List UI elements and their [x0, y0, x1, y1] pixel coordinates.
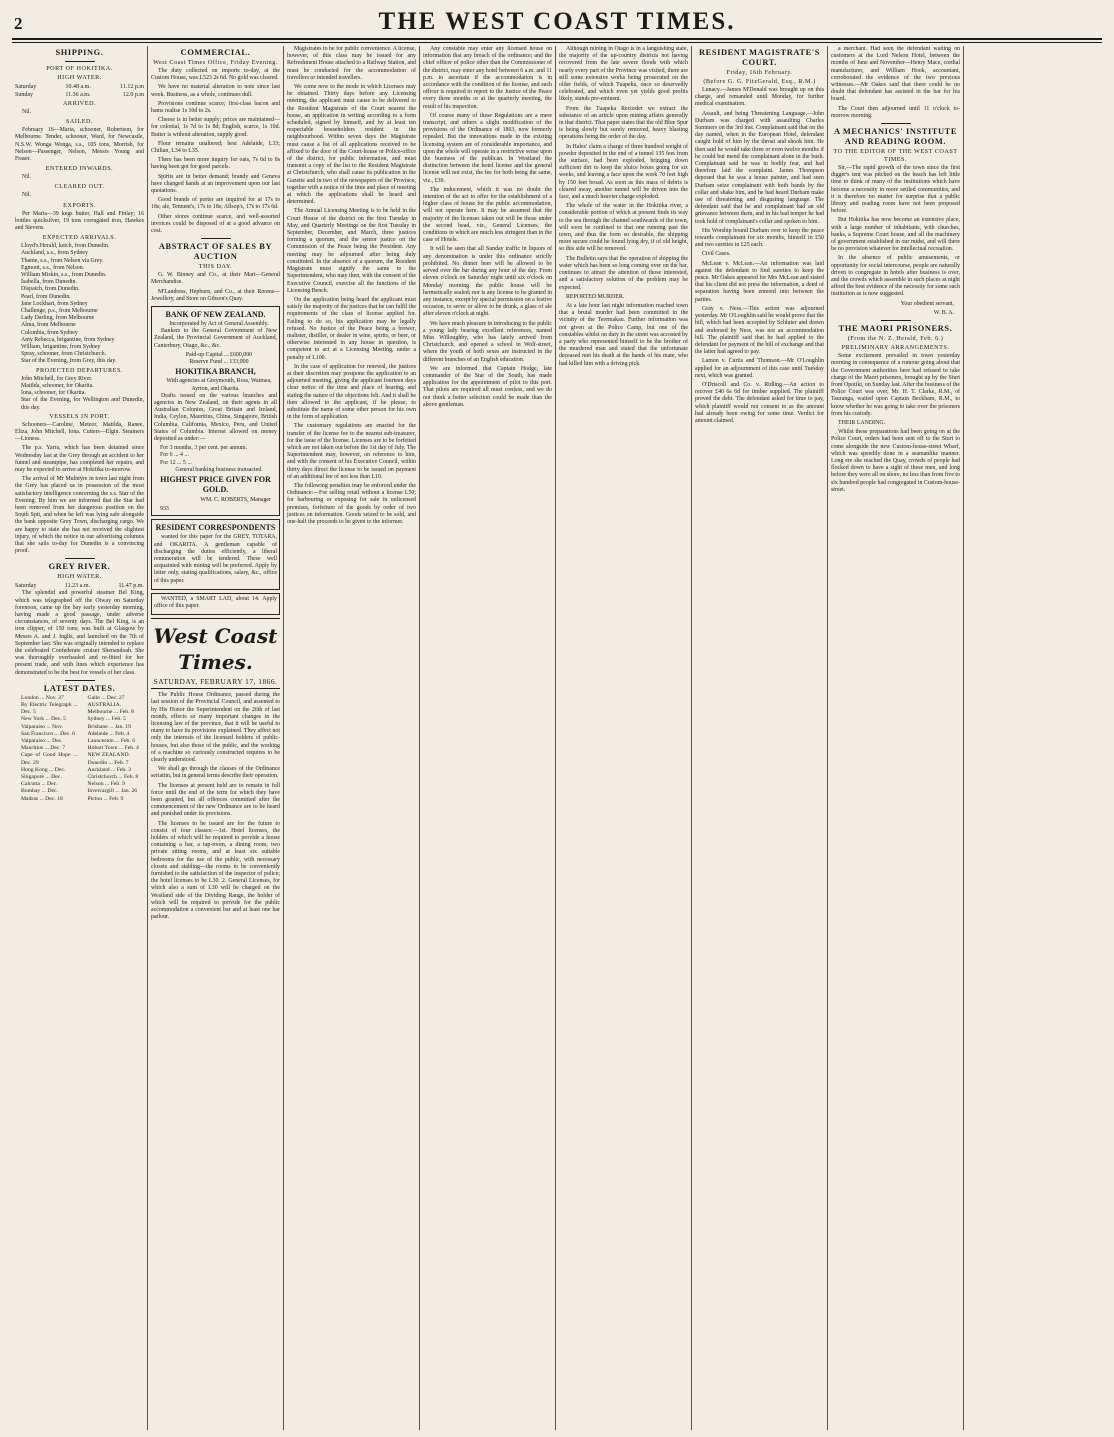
- date-entry: Mauritius ... Dec. 7: [21, 745, 66, 752]
- maori-paragraph: Whilst these preparations had been going on at the Police Court, orders had been sent off to the Sturt to come alongside the new Custom-house-street Wharf, which was speedily done in a seamanlike manner. Long ere she reached the Quay, crowds of people had flocked down to have a sight of these men, and long before they were all on shore, no less than from five to six hundred people had congregated in Custom-house-street.: [831, 429, 960, 493]
- news-paragraph: Although mining in Otago is in a languishing state, the majority of the up-country districts not having recovered from the late severe floods with which nearly every part of the Province was visited, there are still some extensive works being prosecuted on the older fields, of which Tuapeka, once so deservedly celebrated, and which even yet yields good profits likely, stands pre-eminent.: [559, 46, 688, 103]
- cleared-text: Nil.: [22, 192, 31, 199]
- editorial-paragraph: On the application being heard the applicant must satisfy the majority of the justices that he can fulfil the requirements of the class of license applied for. Failing to do so, his application may be legally refused. No Justice of the Peace being a brewer, maltster, distiller, or dealer in wine, spirits, or beer, or otherwise interested in any house in question, is competent to act at a Licensing Meeting, under a penalty of L100.: [287, 296, 416, 361]
- entered-text: Nil.: [22, 174, 31, 181]
- commercial-paragraph: Good brands of porter are inquired for at 17s to 18s; ale, Tennent's, 17s to 18s; Allsop's, 17s to 17s 6d.: [151, 197, 280, 211]
- bank-advertisement: [151, 306, 280, 516]
- bank-gold: HIGHEST PRICE GIVEN FOR GOLD.: [160, 474, 271, 494]
- bank-general: General banking business transacted.: [175, 466, 263, 473]
- date-entry: New York ... Dec. 5: [21, 716, 67, 723]
- auction-heading: ABSTRACT OF SALES BY AUCTION: [158, 242, 273, 262]
- commercial-body: [151, 68, 280, 235]
- court-paragraph: Assault, and being Threatening Language.—John Durham was charged with assaulting Charles Summers on the 3rd inst. Complainant said that on the day named, when in the European Hotel, defendant caught hold of him by the throat and shook him. He then said he would take three or even twelve months if he could but mend the complainant alone in the bush. Complainant said he was in bodily fear, and had therefore laid the complaint. James Thompson deposed that he was a house painter, and had seen Durham seize complainant with both hands by the collar and shake him, and he had heard Durham make use of threatening and disgusting language. The defendant said that he and complainant had an old grievance between them, and in his bad temper he had took hold of complainant's collar and spoken to him.: [695, 110, 824, 225]
- latest-dates-heading: LATEST DATES.: [43, 683, 116, 693]
- arrived-text: Nil.: [22, 109, 31, 115]
- cleared-label: CLEARED OUT.: [54, 183, 105, 191]
- column-commercial: [148, 46, 284, 1430]
- editorial-paragraph: In the case of application for renewal, the justices at their discretion may postpone the application to an adjourned meeting, giving the applicant fourteen days clear notice of the time and place of hearing, and stating the nature of the objections felt. And it shall be then allowed to the applicant, if he please, to substitute the name of some other person for his own in the form of application.: [287, 363, 416, 421]
- court-paragraph: a merchant. Had seen the defendant waiting on customers at the Lord Nelson Hotel, between the months of June and November—Henry Mace, cordial manufacturer, and William Hook, accountant, corroborated the evidence of the two previous witnesses.—Mr Oakes said that there could be no doubt that defendant has assisted in the bar for his board.: [831, 46, 960, 103]
- projected-departures-list: [15, 376, 144, 412]
- commercial-heading: COMMERCIAL.: [180, 48, 251, 57]
- date-entry: AUSTRALIA.: [87, 702, 122, 708]
- date-entry: Launceston ... Feb. 6: [87, 738, 136, 745]
- bank-title: BANK OF NEW ZEALAND.: [165, 310, 266, 320]
- paper-title: THE WEST COAST TIMES.: [378, 8, 736, 35]
- commercial-paragraph: Other stores continue scarce, and well-assorted invoices could be disposed of at a good advance on cost.: [151, 213, 280, 235]
- divider: [201, 238, 231, 239]
- projected-departure-item: John Mitchell, for Grey River.: [21, 375, 93, 382]
- editorial-paragraph: The following penalties may be enforced under the Ordinance:—For selling retail without a license L50; for harbouring or exposing for sale in unlicensed premises, forfeiture of the goods by order of two justices on information. Goods seized to be sold, and one-half the proceeds to be given to the informer.: [287, 482, 416, 525]
- commercial-paragraph: There has been more inquiry for oats, 7s 6d to 8s having been got for good parcels.: [151, 157, 280, 171]
- date-entry: NEW ZEALAND.: [87, 752, 131, 759]
- date-entry: Dunedin ... Feb. 7: [87, 759, 129, 766]
- divider: [881, 123, 911, 124]
- maori-heading: THE MAORI PRISONERS.: [838, 324, 953, 334]
- expected-arrival-item: Amy Rebecca, brigantine, from Sydney: [21, 336, 115, 343]
- column-court: [692, 46, 828, 1430]
- date-entry: London ... Nov. 27: [21, 694, 64, 701]
- masthead: [0, 0, 1114, 38]
- date-entry: Calcutta ... Dec.: [21, 781, 58, 788]
- expected-arrival-item: Egmont, s.s., from Nelson.: [21, 264, 85, 271]
- letter-signer: W. B. A.: [933, 309, 954, 316]
- shipping-heading: SHIPPING.: [55, 48, 104, 57]
- sailed-label: SAILED.: [65, 118, 94, 126]
- court-paragraph: Lunacy.—James M'Donald was brought up on this charge, and remanded until Monday, for further medical examination.: [695, 87, 824, 108]
- expected-arrival-item: Jane Lockhart, from Sydney: [21, 300, 88, 307]
- bank-reserve: Reserve Fund ... 133,000: [189, 359, 249, 366]
- lad-advertisement: [151, 593, 280, 615]
- news-paragraph: The inducement, which it was no doubt the intention of the act to offer for the establishment of a higher class of house for the public accommodation, will not operate here. It may be assumed that the majority of the licenses taken out will be those under the second head, viz., General Licenses, the conditions in which are much less stringent than in the case of Hotels.: [423, 186, 552, 244]
- news-paragraph: REPORTED MURDER.: [566, 293, 625, 300]
- expected-arrival-item: Dispatch, from Dunedin.: [21, 286, 80, 293]
- date-entry: Valparaiso ... Dec.: [21, 738, 63, 745]
- expected-arrival-item: Thame, s.s., from Nelson via Grey.: [21, 257, 104, 264]
- date-entry: Hong Kong ... Dec.: [21, 766, 66, 773]
- court-paragraph: His Worship bound Durham over to keep the peace towards complainant for six months, himself in £50 and two sureties in £25 each.: [695, 227, 824, 249]
- court-paragraph: The Court then adjourned until 11 o'clock to-morrow morning.: [831, 105, 960, 119]
- court-continued-body: [831, 46, 960, 120]
- in-port-text: Schooners—Caroline, Meteor, Matilda, Ranee, Eliza, John Mitchell, Iona. Cutters—Elgin. Steamers—Lioness.: [15, 421, 144, 443]
- expected-arrival-item: Lloyd's Herald, ketch, from Dunedin.: [21, 243, 110, 250]
- date-entry: By Electric Telegraph ... Dec. 5: [21, 702, 78, 716]
- maori-paragraph: THEIR LANDING.: [838, 419, 886, 426]
- branch-body: Drafts issued on the various branches and agencies in New Zealand, on their agents in all Australian Colonies, Great Britain and Ireland, India, Ceylon, Mauritius, China, Singapore, British Columbia, California, Mexico, Peru, and United States of Columbia. Interest allowed on money deposited as under:—: [154, 392, 277, 442]
- editorial-paragraph: Magistrates to be for public convenience. A license, however, of this class may be issued for any Refreshment House attached to a Railway Station, and must be conducted for the accommodation of travellers or intended travellers.: [287, 46, 416, 81]
- editorial-paragraph: We come now to the mode in which Licenses may be obtained. Thirty days before any Licensing meeting, the applicant must cause to be delivered to the Resident Magistrate of the Court nearest the house, an application in writing according to a form scheduled, signed by himself, and by at least ten respectable householders resident in the neighbourhood. Within seven days the Magistrate must cause a list of all applications received to be affixed to the door of the Court-house or Police-office of the district, for public information, and must transmit a copy of the list to the Resident Magistrate at Christchurch, who shall cause its publication in the Gazette and in two of the newspapers of the Province, together with a notice of the time and place of meeting at which the applications shall be heard and determined.: [287, 84, 416, 206]
- rate-line: For 12 ... 5 ...: [160, 459, 192, 466]
- divider: [151, 688, 280, 689]
- commercial-paragraph: We have no material alteration to note since last week. Business, as a whole, continues dull.: [151, 84, 280, 98]
- arrived-label: ARRIVED.: [62, 100, 97, 107]
- bank-body: Bankers to the General Government of New Zealand, the Provincial Government of Auckland, Canterbury, Otago, &c., &c.: [154, 328, 277, 349]
- column-letters: [828, 46, 964, 1430]
- expected-label: EXPECTED ARRIVALS.: [42, 234, 117, 242]
- shipping-notice: The p.s. Yarra, which has been detained since Wednesday last at the Grey through an accident to her funnel and steampipe, has completed her repairs, and may be expected to arrive at Hokitika to-morrow.: [15, 445, 144, 473]
- maori-source: (From the N. Z. Herald, Feb. 6.): [847, 335, 944, 343]
- column-editorial-continued: [284, 46, 420, 1430]
- latest-dates-table: [15, 695, 144, 803]
- news-paragraph: The Bulletin says that the operation of shipping the water which has been so long coming over on the bar, continues to attract the attention of those interested, and a satisfactory solution of the problem may be expected.: [559, 255, 688, 291]
- grey-river-heading: GREY RIVER.: [48, 562, 111, 572]
- news-paragraph: We have much pleasure in introducing to the public a young lady bearing excellent references, named Miss Willoughby, who has lately arrived from Christchurch, and opened a school in Wolf-street, where the youth of both sexes are instructed in the different branches of an English education.: [423, 320, 552, 363]
- divider: [65, 558, 95, 559]
- expected-arrival-item: William, brigantine, from Sydney: [21, 344, 101, 351]
- date-entry: Bombay ... Dec.: [21, 788, 58, 795]
- editorial-paragraph: The licenses at present held are to remain in full force until the end of the term for which they have been granted, but all offences committed after the commencement of the new Ordinance are to be heard and punished under its provisions.: [151, 782, 280, 818]
- news-paragraph: Any constable may enter any licensed house on information that any breach of the ordinance; and the chief officer of police other than the Commissioner of the district, may enter any hotel between 6 a.m. and 11 p.m. to ascertain if the accommodation is in accordance with the condition of the license, and such officer is required to report to the Justice of the Peace every three months or at the quarterly meeting, the result of his inspection.: [423, 46, 552, 110]
- auction-item: M'Landress, Hepburn, and Co., at their Rooms—Jewellery, and Store on Gibson's Quay.: [151, 288, 280, 302]
- branch-title: HOKITIKA BRANCH,: [175, 367, 256, 377]
- mining-news-body: [559, 46, 688, 368]
- date-entry: Nelson ... Feb. 9: [87, 781, 125, 788]
- editorial-paragraph: The licenses to be issued are for the future to consist of four classes:—1st. Hotel licenses, the holders of which will be required to provide a house containing a bar, a tap-room, a dining room, two private sitting rooms, and at least six suitable bedrooms for the use of the public, with necessary closets and stabling—the rooms to be conveniently furnished to the satisfaction of the inspector of police; the hotel licenses to be L30. 2. General Licenses, for which also a sum of L30 will be charged on the Westland side of the Dividing Range, the holder of which will be required to provide for the public accommodation a convenient bar and at least one bar parlour.: [151, 820, 280, 921]
- news-paragraph: Of course many of these Regulations are a mere transcript, and others a slight modification of the provisions of the Ordinance of 1863, now formerly repealed. But the innovations made in the existing licensing system are of considerable importance, and upon the whole will operate in a restrictive sense upon the business of the publican. In Westland the distinction between the hotel license and the general license will not exist, the fee for both being the same, viz., £30.: [423, 112, 552, 184]
- court-paragraph: O'Driscoll and Co. v. Ridling.—An action to recover £40 6s 6d for timber supplied. The plaintiff proved the debt. The defendant asked for time to pay, which plaintiff would not consent to as the amount had already been owing for some time. Verdict for amount claimed.: [695, 381, 824, 424]
- projected-departure-item: Star of the Evening, for Wellington and Dunedin, this day.: [21, 397, 144, 411]
- commercial-paragraph: The duty collected on imports to-day, at the Custom House, was L523 2s 6d. No gold was cleared.: [151, 68, 280, 82]
- commercial-office-line: West Coast Times Office, Friday Evening.: [153, 59, 278, 66]
- masthead-rule: [12, 38, 1102, 40]
- court-paragraph: Civil Cases.: [702, 251, 731, 258]
- divider: [65, 680, 95, 681]
- dates-left-column: [15, 695, 78, 803]
- shipping-notice: The arrival of Mr Mulntyre in town last night from the Grey has placed us in possession of the most satisfactory intelligence concerning the s.s. Star of the Evening. By him we are informed that the Star had been removed from her dangerous position on the South Spit, and when he left was lying safe alongside the bank opposite Grey Town, discharging cargo. We are happy to state she has not received the slightest injury, of which the notice in our advertising columns that she sails to-day for Dunedin is a convincing proof.: [15, 476, 144, 555]
- date-entry: Singapore ... Dec.: [21, 774, 62, 781]
- projected-departure-item: Iona, schooner, for Okarita.: [21, 390, 86, 397]
- editorial-paragraph: The Annual Licensing Meeting is to be held in the Court House of the district on the first Tuesday in May, and Quarterly Meetings on the first Tuesday in September, December, and March, three justices forming a quorum, and the senior justice on the Commission of the Peace being the President. Any meeting may be adjourned after being duly constituted. In the absence of a quorum, the Resident Magistrate must signify the same to the Superintendent, who may then, with the consent of the Executive Council, exercise all the functions of the Licensing Bench.: [287, 208, 416, 294]
- column-right-edge: [964, 46, 1102, 1430]
- expected-arrival-item: Alma, from Melbourne: [21, 322, 76, 329]
- tide-row: Saturday 10.48 a.m. 11.12 p.m: [15, 84, 144, 90]
- news-paragraph: From the Tuapeka Recorder we extract the substance of an article upon mining affairs generally in that district. That paper states that the old Blue Spur is being slowly but surely removed, heavy blasting operations being the order of the day.: [559, 105, 688, 141]
- editorial-paper-name: West Coast Times.: [153, 624, 278, 675]
- expected-arrival-item: Isabella, from Dunedin.: [21, 279, 77, 286]
- date-entry: Invercargill ... Jan. 26: [87, 788, 138, 795]
- projected-label: PROJECTED DEPARTURES.: [36, 366, 123, 374]
- institute-to: TO THE EDITOR OF THE WEST COAST TIMES.: [833, 148, 958, 164]
- date-entry: Hobart Town ... Feb. 4: [87, 745, 139, 752]
- rate-line: For 6 ... 4 ...: [160, 452, 189, 459]
- editorial-date: SATURDAY, FEBRUARY 17, 1866.: [153, 677, 278, 687]
- editorial-paragraph: The Public House Ordinance, passed during the last session of the Provincial Council, and assented to by His Honor the Superintendent on the 26th of last month, effects so many important changes in the licensing law of the province, that it will be useful to many to have its provisions explained. They affect not only the interests of the licensed holders of public-houses, but also those of the public, and the working of a machine so curiously constructed requires to be clearly understood.: [151, 692, 280, 763]
- date-entry: Galle ... Dec. 27: [87, 694, 125, 701]
- divider: [151, 618, 280, 619]
- maori-sub: PRELIMINARY ARRANGEMENTS.: [841, 344, 950, 352]
- court-heading: RESIDENT MAGISTRATE'S COURT.: [699, 48, 820, 67]
- expected-arrival-item: Pearl, from Dunedin.: [21, 293, 71, 300]
- institute-letter-body: [831, 165, 960, 299]
- port-heading: PORT OF HOKITIKA.: [46, 65, 113, 72]
- date-entry: Adelaide ... Feb. 4: [87, 730, 130, 737]
- branch-sub: With agencies at Greymouth, Ross, Waimea, Ayrton, and Okarita.: [166, 378, 272, 392]
- high-water-label: HIGH WATER.: [57, 573, 102, 581]
- court-before: (Before G. G. FitzGerald, Esq., R.M.): [703, 78, 816, 85]
- editorial-continued-body: [287, 46, 416, 526]
- divider: [881, 320, 911, 321]
- expected-arrivals-list: [15, 243, 144, 365]
- date-entry: Valparaiso ... Nov.: [21, 723, 63, 730]
- column-local-news: [420, 46, 556, 1430]
- bank-ref: 933: [160, 506, 169, 513]
- court-date: Friday, 16th February.: [726, 69, 793, 76]
- high-water-label: HIGH WATER.: [57, 74, 102, 81]
- sailed-text: February 16—Maria, schooner, Robertson, for Melbourne. Tender, schooner, Ward, for Newcastle, N.S.W. Wonga Wonga, s.s., 105 tons, Morrish, for Nelson—Passenger, Nelson, Messrs Young and Fraser.: [15, 127, 144, 163]
- expected-arrival-item: Star of the Evening, from Grey, this day.: [21, 358, 117, 365]
- expected-arrival-item: Spray, schooner, from Christchurch.: [21, 351, 107, 358]
- court-paragraph: Lamon v. Curtis and Thomson.—Mr O'Loughlin applied for an adjournment of this case until Tuesday next, which was granted.: [695, 358, 824, 379]
- letter-paragraph: Sir,—The rapid growth of the town since the first digger's tent was pitched on the beach has left little time to think of many of the institutions which have become a necessity in more settled communities, and it is therefore no matter for surprise that a public library and reading room have not been proposed before.: [831, 165, 960, 215]
- date-entry: Brisbane ... Jan. 19: [87, 723, 131, 730]
- editorial-paragraph: The customary regulations are enacted for the transfer of the license fee to the nearest sub-treasurer, for the issue of the license. Licenses are to be forfeited which are not taken out before the 1st day of July. The Superintendent may, however, on reference to him, and with the consent of his Executive Council, within thirty days direct the license to be issued on payment of an additional fee of not less than L10.: [287, 423, 416, 480]
- auction-item: G. W. Binney and Co., at their Mart—General Merchandise.: [151, 272, 280, 286]
- editorial-body: [151, 692, 280, 921]
- bank-incorporated: Incorporated by Act of General Assembly.: [169, 321, 269, 328]
- in-port-label: VESSELS IN PORT.: [49, 412, 110, 420]
- expected-arrival-item: Lady Darling, from Melbourne: [21, 315, 95, 322]
- date-entry: Melbourne ... Feb. 8: [87, 709, 134, 716]
- maori-paragraph: Some excitement prevailed in town yesterday morning in consequence of a rumour going about that the Government authorities here had refused to take charge of the Maori prisoners, brought up by the Sturt from Opotiki, on Sunday last. After the business of the Police Court was over, Mr. H. T. Clarke, R.M., of Tauranga, waited upon Captain Beckham, R.M., to know whether he was going to take over the prisoners from his custody.: [831, 353, 960, 417]
- court-paragraph: McLean v. McLean.—An information was laid against the defendant to find sureties to keep the peace. Mr Oakes appeared for Mrs McLean and stated that his client did not press the information, a deed of separation having been entered into between the parties.: [695, 260, 824, 303]
- bank-signature: WM. C. ROBERTS, Manager: [200, 496, 271, 503]
- tide-row: Saturday 11.23 a.m. 11.47 p.m.: [15, 583, 144, 590]
- correspondents-body: wanted for this paper for the GREY, TOTARA, and OKARITA. A gentleman capable of discharging the duties efficiently, a liberal remuneration will be tendered. These well acquainted with mining will be preferred. Apply by letter only, stating qualifications, salary, &c., office of this paper.: [154, 534, 277, 584]
- column-mining-news: [556, 46, 692, 1430]
- news-paragraph: The whole of the water in the Hokitika river, a considerable portion of which at present finds its way to the sea through the channel southwards of the town, will soon be confined to that one running past the town, and thus the form so desirable, the shipping more secure could be found lying dry, if of old height, so this side will be removed.: [559, 203, 688, 253]
- commercial-paragraph: Flour remains unaltered; best Adelaide, L33; Chilian, L34 to L35.: [151, 140, 280, 155]
- court-paragraph: Gray v. Ness.—This action was adjourned yesterday. Mr O'Loughlin said he would prove that the bill, which had been accepted by Schluter and drawn and endorsed by Ness, was not an accommodation bill. The plaintiff said that he had applied to the defendant for payment of the bill of exchange and that the latter had agreed to pay.: [695, 305, 824, 356]
- auction-sub: THIS DAY.: [198, 263, 233, 271]
- columns: [12, 46, 1102, 1430]
- news-paragraph: In Hales' claim a charge of three hundred weight of powder deposited in the end of a tunnel 135 feet from the surface, had been exploded, bringing down sufficient dirt to keep the sluice boxes going for six weeks, and leaving a face upon the work 70 feet high by 150 feet broad. As soon as this mass of debris is cleared away, another tunnel will be driven into the face, and a much heavier charge exploded.: [559, 143, 688, 201]
- expected-arrival-item: Colombia, from Sydney: [21, 329, 78, 336]
- column-shipping: [12, 46, 148, 1430]
- date-entry: Cape of Good Hope ... Dec. 29: [21, 752, 78, 766]
- commercial-paragraph: Cheese is in better supply; prices are maintained—for colonial, 1s 7d to 1s 8d; English, scarce, 1s 10d. Butter is without alteration, supply good.: [151, 117, 280, 138]
- letter-paragraph: In the absence of public amusements, or opportunity for social intercourse, people are naturally driven to congregate in hotels after business is over, and the crowds which assemble in such places at night afford the best evidence of the necessity for some such institution as is now suggested.: [831, 255, 960, 298]
- divider: [65, 61, 95, 62]
- lad-text: WANTED, a SMART LAD, about 14. Apply office of this paper.: [154, 595, 277, 609]
- exports-label: EXPORTS.: [63, 201, 96, 209]
- date-entry: Madras ... Dec. 18: [21, 795, 63, 802]
- dates-right-column: [82, 695, 145, 803]
- commercial-paragraph: Provisions continue scarce; first-class bacon and hams realise 1s 10d to 2s.: [151, 100, 280, 115]
- news-paragraph: At a late hour last night information reached town that a brutal murder had been committed in the vicinity of the Teremakau. Further information was not given at the Police Camp, but one of the constables whilst on duty in the street was accosted by a party who represented himself to be the brother of the murdered man and stated that the unfortunate deceased met his death at the hands of his mate, who had killed him with a driving pick.: [559, 302, 688, 367]
- date-entry: Auckland ... Feb. 3: [87, 766, 131, 773]
- court-body: [695, 87, 824, 425]
- editorial-paragraph: We shall go through the clauses of the Ordinance seriatim, but in general terms describe their operation.: [151, 766, 280, 780]
- news-paragraph: We are informed that Captain Hodge, late commander of the Star of the South, has made application for the appointment of pilot to this port. That pilots are required all must confess, and we do not think a better selection could be made than the above gentleman.: [423, 365, 552, 408]
- date-entry: Picton ... Feb. 9: [87, 795, 124, 802]
- correspondents-advertisement: [151, 519, 280, 589]
- exports-text: Per Maria—39 kegs butter, Hall and Finlay; 16 bottles quicksilver, 19 tons corrugated iron, Hawkes and Stevens.: [15, 210, 144, 232]
- grey-river-text: The splendid and powerful steamer Bel King, which was telegraphed off the Otway on Saturday forenoon, came up the bay early yesterday morning, having made a good passage, under adverse circumstances, of seventy days. The Bel King, is an iron clipper, of 150 tons; was built at Glasgow by Messrs A. and J. Inglis, and launched on the 7th of September last. She was originally intended to replace the celebrated Confederate cruiser Shenandoah. She was thoroughly overhauled and re-fitted for her present trade, and with lines which experience has demonstrated to be the best for vessels of her class.: [15, 590, 144, 676]
- commercial-paragraph: Spirits are in better demand; brandy and Geneva have changed hands at an improvement upon our last quotations.: [151, 173, 280, 195]
- entered-label: ENTERED INWARDS.: [45, 165, 114, 173]
- masthead-rule-thin: [12, 42, 1102, 43]
- page-number: 2: [14, 14, 23, 33]
- bank-paid-up: Paid-up Capital ... £600,000: [185, 351, 253, 358]
- expected-arrival-item: Auckland, s.s., from Sydney: [21, 250, 88, 257]
- projected-departure-item: Matilda, schooner, for Okarita.: [21, 382, 94, 389]
- date-entry: San Francisco ... Dec. 6: [21, 730, 76, 737]
- correspondents-title: RESIDENT CORRESPONDENTS: [155, 523, 276, 533]
- tide-row: Sunday 11.36 a.m. 12.0 p.m: [15, 92, 144, 98]
- expected-arrival-item: Challenge, p.s., from Melbourne: [21, 308, 98, 315]
- expected-arrival-item: William Miskin, s.s., from Dunedin.: [21, 272, 107, 279]
- date-entry: Christchurch ... Feb. 8: [87, 774, 139, 781]
- institute-heading: A MECHANICS' INSTITUTE AND READING ROOM.: [833, 127, 958, 147]
- date-entry: Sydney ... Feb. 5: [87, 716, 126, 723]
- local-news-body: [423, 46, 552, 409]
- letter-paragraph: But Hokitika has now become an extensive place, with a large number of inhabitants, with churches, banks, a Supreme Court house, and all the machinery of government established in our midst, and will there be no provision whatever for intellectual recreation.: [831, 217, 960, 253]
- rate-line: For 3 months, 3 per cent. per annum.: [160, 445, 248, 452]
- news-paragraph: It will be seen that all Sunday traffic in liquors of any denomination is under this ordinance strictly prohibited. No dinner beer will be allowed to be served over the bar during any hour of the day. From eleven o'clock on Saturday night until six o'clock on Monday morning the public house will be hermetically sealed; nor is any license to be granted in any instance, except by special permission on a festive occasion, to serve or allow to be drunk, a glass of ale after eleven o'clock at night.: [423, 246, 552, 318]
- maori-body: [831, 353, 960, 494]
- letter-signoff: Your obedient servant,: [900, 300, 954, 307]
